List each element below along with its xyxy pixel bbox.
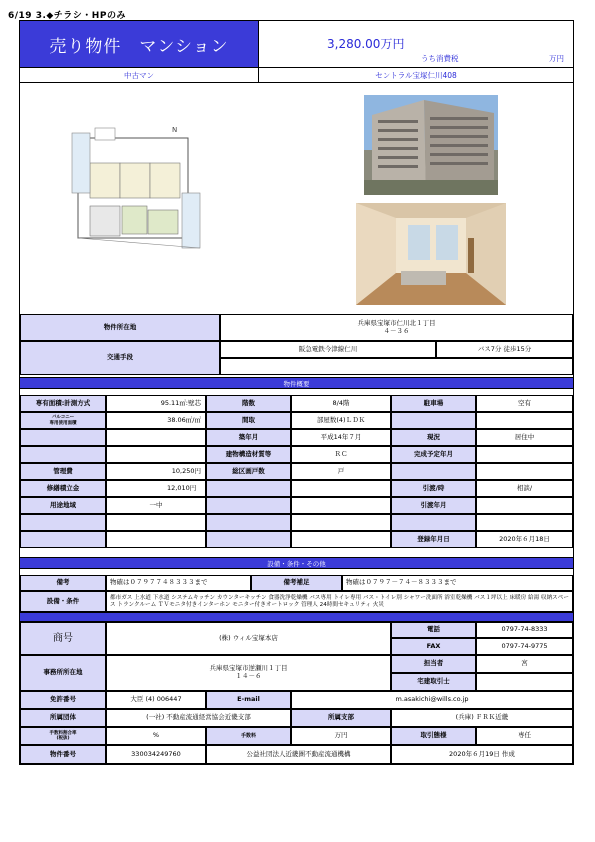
remarks-value: 物確は０７９７７４８３３３まで (106, 575, 251, 591)
empty-value-8a (106, 514, 206, 531)
empty-value-7 (291, 497, 391, 514)
fee-value: % (106, 727, 206, 745)
empty-label-7 (206, 497, 291, 514)
interior-photo (356, 203, 506, 305)
facilities-title: 設備・条件・その他 (20, 557, 573, 569)
fax-label: FAX (391, 638, 476, 655)
structure-value: ＲＣ (291, 446, 391, 463)
trade-label: 商号 (20, 622, 106, 655)
fax-value: 0797-74-9775 (476, 638, 573, 655)
status-label: 現況 (391, 429, 476, 446)
office-value (106, 655, 391, 691)
summary-title: 物件概要 (20, 377, 573, 389)
completion-value (476, 446, 573, 463)
empty-value-3a (106, 429, 206, 446)
equip-label: 設備・条件 (20, 591, 106, 612)
parking-value: 空有 (476, 395, 573, 412)
handover-label: 引渡/時 (391, 480, 476, 497)
transport-label: 交通手段 (20, 341, 220, 375)
email-label: E-mail (206, 691, 291, 709)
register-label: 登録年月日 (391, 531, 476, 548)
price-block (258, 21, 574, 67)
empty-label-5 (391, 463, 476, 480)
building-photo (364, 95, 498, 195)
category-label: 中古マン (20, 67, 258, 83)
staff-label: 担当者 (391, 655, 476, 673)
empty-label-4a (20, 446, 106, 463)
units-value: 戸 (291, 463, 391, 480)
tel-value: 0797-74-8333 (476, 622, 573, 638)
takken-value (476, 673, 573, 691)
empty-label-8c (391, 514, 476, 531)
layout-value: 部屋数(4)ＬＤＫ (291, 412, 391, 429)
empty-value-4a (106, 446, 206, 463)
empty-value-9a (106, 531, 206, 548)
remarks2-value: 物確は０７９７－７４－８３３３まで (342, 575, 573, 591)
header-note: 6/19 3.◆チラシ・HPのみ (8, 11, 126, 21)
office-line2: １４－６ (235, 672, 262, 680)
empty-label-8b (206, 514, 291, 531)
layout-label: 間取 (206, 412, 291, 429)
handover-date-value (476, 497, 573, 514)
mgmt-value: 10,250円 (106, 463, 206, 480)
license-label: 免許番号 (20, 691, 106, 709)
repair-value: 12,010円 (106, 480, 206, 497)
location-line1: 兵庫県宝塚市仁川北１丁目 (357, 318, 436, 327)
office-label: 事務所所在地 (20, 655, 106, 691)
repair-label: 修繕積立金 (20, 480, 106, 497)
floorplan-image (70, 118, 210, 268)
status-value: 居住中 (476, 429, 573, 446)
mgmt-label: 管理費 (20, 463, 106, 480)
floor-label: 階数 (206, 395, 291, 412)
empty-label-3a (20, 429, 106, 446)
structure-label: 建物構造材質等 (206, 446, 291, 463)
license-value: 大臣 (4) 006447 (106, 691, 206, 709)
company-divider (20, 612, 573, 622)
deal-value: 専任 (476, 727, 573, 745)
empty-label-8a (20, 514, 106, 531)
email-value: m.asakichi@wills.co.jp (291, 691, 573, 709)
parking-label: 駐車場 (391, 395, 476, 412)
handover-value: 相談/ (476, 480, 573, 497)
id-value: 330034249760 (106, 745, 206, 764)
empty-value-8b (291, 514, 391, 531)
staff-value: 宮 (476, 655, 573, 673)
empty-value-5 (476, 463, 573, 480)
fee2-value: 万円 (291, 727, 391, 745)
assoc-label: 所属団体 (20, 709, 106, 727)
empty-value-9b (291, 531, 391, 548)
built-value: 平成14年７月 (291, 429, 391, 446)
location-label: 物件所在地 (20, 314, 220, 341)
units-label: 総区画戸数 (206, 463, 291, 480)
handover-date-label: 引渡年月 (391, 497, 476, 514)
office-line1: 兵庫県宝塚市逆瀬川１丁目 (209, 664, 288, 673)
built-label: 築年月 (206, 429, 291, 446)
trade-value: (株) ウィル宝塚本店 (106, 622, 391, 655)
tax-unit: 万円 (549, 54, 564, 63)
price-amount: 3,280.00万円 (327, 37, 405, 51)
empty-value-6 (291, 480, 391, 497)
transport-empty (220, 358, 573, 375)
id-label: 物件番号 (20, 745, 106, 764)
empty-value-8c (476, 514, 573, 531)
remarks-label: 備考 (20, 575, 106, 591)
created-date: 2020年６月19日 作成 (391, 745, 573, 764)
org-name: 公益社団法人近畿圏不動産流通機構 (206, 745, 391, 764)
zoning-value: 一中 (106, 497, 206, 514)
fee2-label: 手数料 (206, 727, 291, 745)
balcony-label: バルコニー 専用使用面積 (20, 412, 106, 429)
takken-label: 宅建取引士 (391, 673, 476, 691)
branch-value: (兵庫) ＦＲＫ近畿 (391, 709, 573, 727)
equip-value: 都市ガス 上水道 下水道 システムキッチン カウンターキッチン 食器洗浄乾燥機 バス専用 トイレ専用 バス・トイレ別 シャワー洗面所 浴室乾燥機 バス１坪以上 床暖房 給湯 収納スペース トランクルーム ＴＶモニタ付きインターホン モニター付きオートロック 管理人 24時間セキュリティ 火災 (106, 591, 573, 612)
empty-value-2 (476, 412, 573, 429)
transport-access: バス7分 徒歩15分 (436, 341, 573, 358)
tel-label: 電話 (391, 622, 476, 638)
fee-label: 手数料割合率 (税抜) (20, 727, 106, 745)
location-line2: ４－３６ (383, 326, 410, 335)
property-name: セントラル宝塚仁川408 (258, 67, 573, 83)
area-value: 95.11㎡:壁芯 (106, 395, 206, 412)
assoc-value: (一社) 不動産流通経営協会近畿支部 (106, 709, 291, 727)
empty-label-2 (391, 412, 476, 429)
completion-label: 完成予定年月 (391, 446, 476, 463)
compass-label: N (172, 126, 178, 134)
floor-value: 8/4階 (291, 395, 391, 412)
branch-label: 所属支部 (291, 709, 391, 727)
balcony-value: 38.06㎡/㎡ (106, 412, 206, 429)
zoning-label: 用途地域 (20, 497, 106, 514)
area-label: 専有面積:計測方式 (20, 395, 106, 412)
register-value: 2020年６月18日 (476, 531, 573, 548)
page-title: 売り物件 マンション (20, 21, 258, 67)
empty-label-9a (20, 531, 106, 548)
remarks2-label: 備考補足 (251, 575, 342, 591)
location-value (220, 314, 573, 341)
tax-label: うち消費税 (421, 54, 459, 63)
transport-station: 阪急電鉄今津線仁川 (220, 341, 436, 358)
deal-label: 取引態様 (391, 727, 476, 745)
empty-label-6 (206, 480, 291, 497)
empty-label-9b (206, 531, 291, 548)
